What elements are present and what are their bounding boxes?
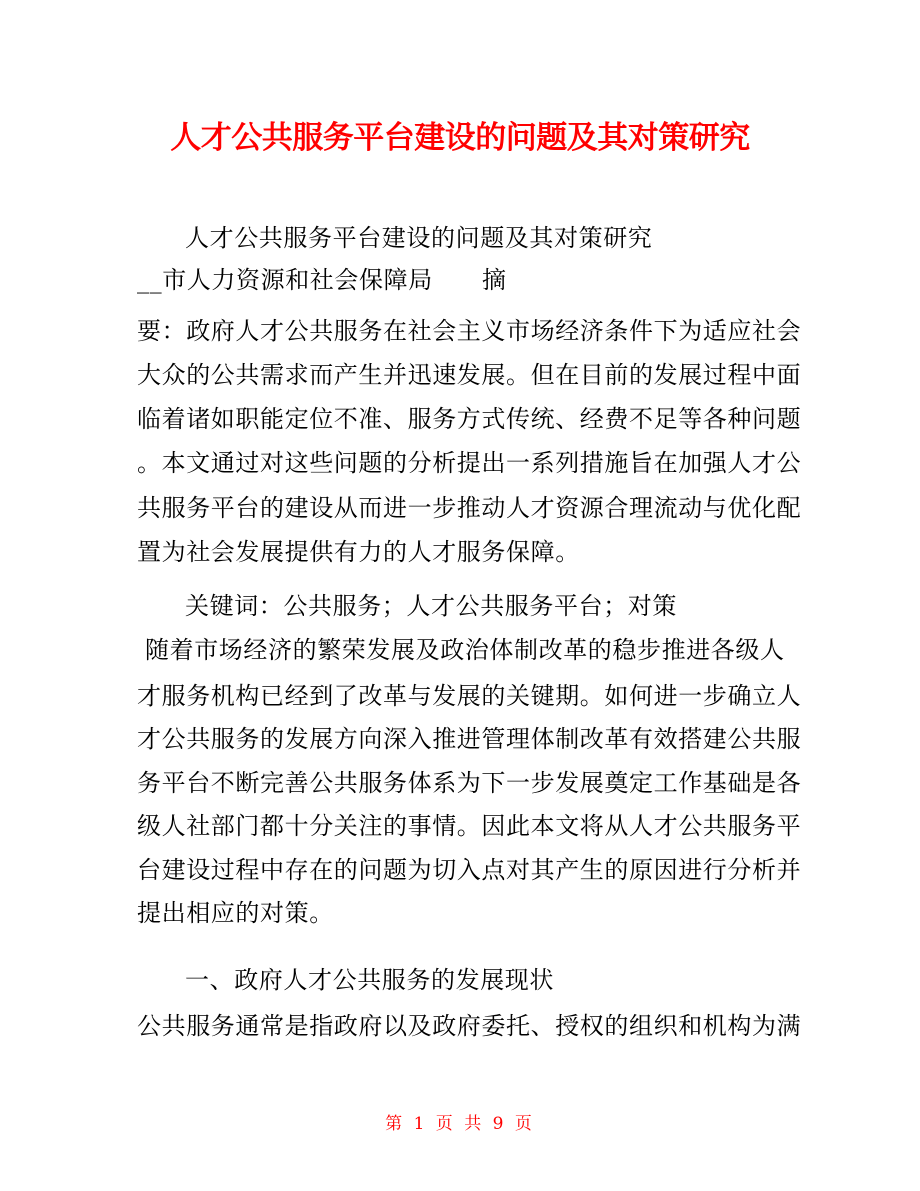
- document-title: 人才公共服务平台建设的问题及其对策研究: [170, 120, 750, 156]
- body-line-intro-1: 随着市场经济的繁荣发展及政治体制改革的稳步推进各级人: [145, 636, 785, 664]
- body-line-abstract-1: 要：政府人才公共服务在社会主义市场经济条件下为适应社会: [137, 317, 802, 345]
- body-line-section-1: 公共服务通常是指政府以及政府委托、授权的组织和机构为满: [137, 1012, 802, 1040]
- body-line-intro-6: 台建设过程中存在的问题为切入点对其产生的原因进行分析并: [137, 856, 802, 884]
- section-heading-1: 一、政府人才公共服务的发展现状: [185, 966, 554, 994]
- body-line-intro-7: 提出相应的对策。: [137, 899, 334, 927]
- body-line-intro-2: 才服务机构已经到了改革与发展的关键期。如何进一步确立人: [137, 682, 802, 710]
- body-line-intro-5: 级人社部门都十分关注的事情。因此本文将从人才公共服务平: [137, 812, 802, 840]
- body-line-subtitle: 人才公共服务平台建设的问题及其对策研究: [185, 224, 653, 252]
- body-line-keywords: 关键词：公共服务；人才公共服务平台；对策: [185, 592, 677, 620]
- body-line-abstract-6: 置为社会发展提供有力的人才服务保障。: [137, 538, 580, 566]
- body-line-author: __市人力资源和社会保障局 摘: [137, 266, 507, 294]
- body-line-abstract-5: 共服务平台的建设从而进一步推动人才资源合理流动与优化配: [137, 494, 802, 522]
- body-line-intro-4: 务平台不断完善公共服务体系为下一步发展奠定工作基础是各: [137, 769, 802, 797]
- body-line-abstract-3: 临着诸如职能定位不准、服务方式传统、经费不足等各种问题: [137, 405, 802, 433]
- body-line-intro-3: 才公共服务的发展方向深入推进管理体制改革有效搭建公共服: [137, 725, 802, 753]
- body-line-abstract-2: 大众的公共需求而产生并迅速发展。但在目前的发展过程中面: [137, 361, 802, 389]
- page-number-footer: 第 1 页 共 9 页: [385, 1114, 535, 1134]
- body-line-abstract-4: 。本文通过对这些问题的分析提出一系列措施旨在加强人才公: [137, 449, 802, 477]
